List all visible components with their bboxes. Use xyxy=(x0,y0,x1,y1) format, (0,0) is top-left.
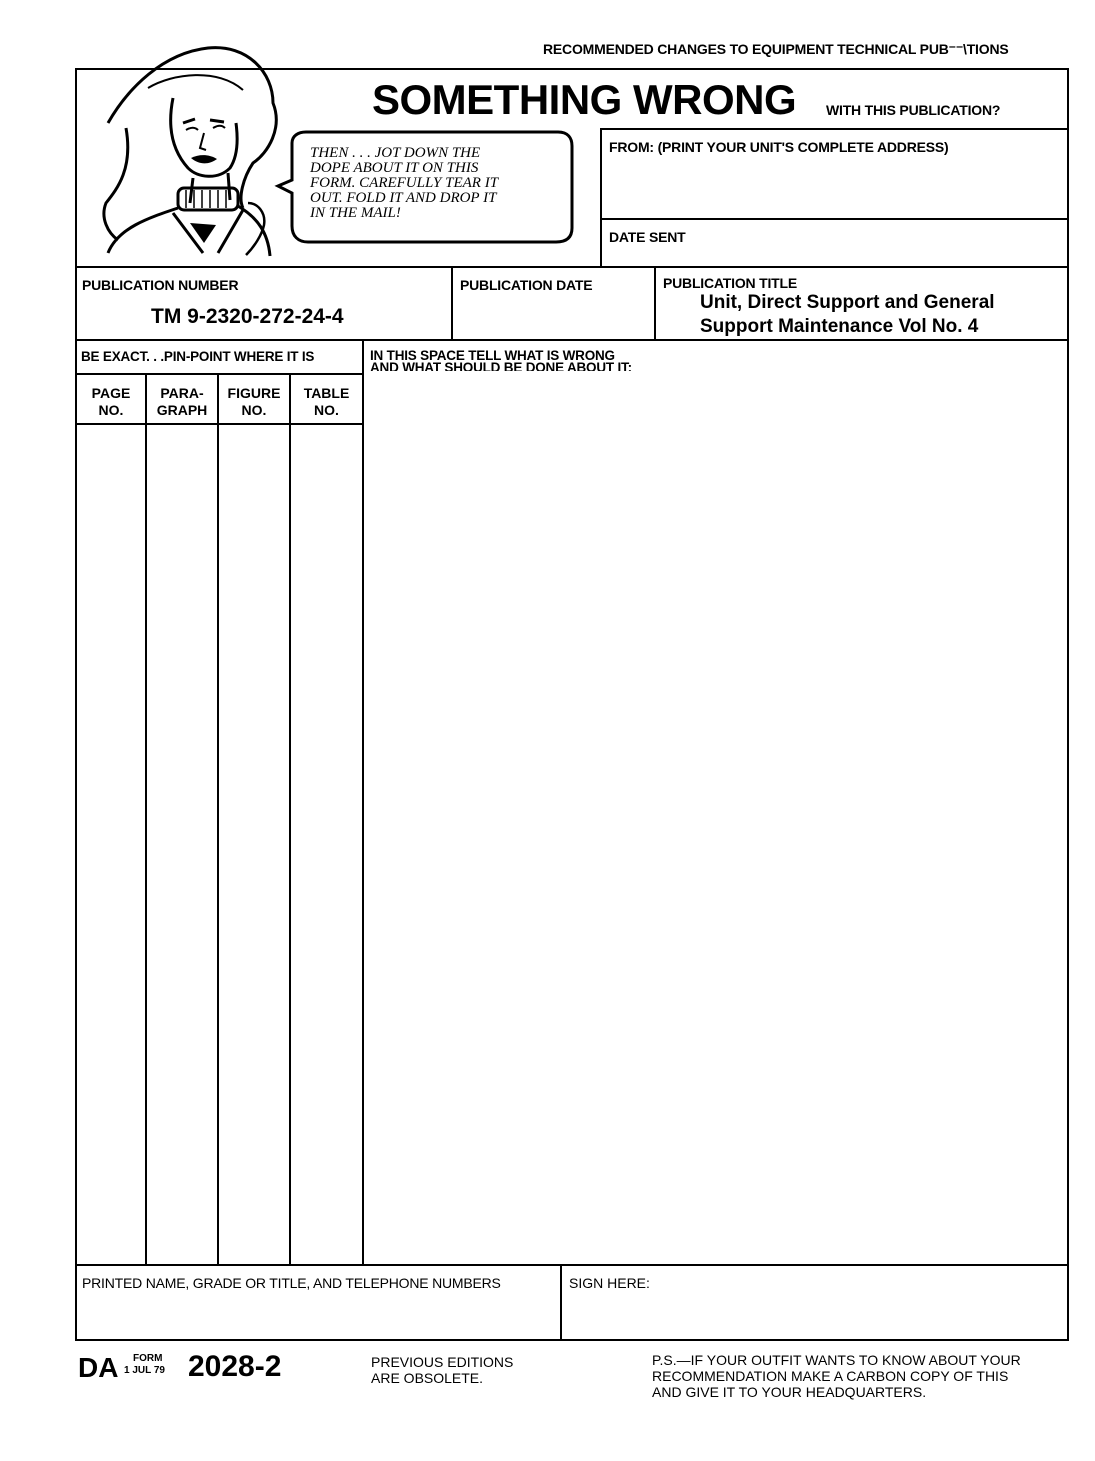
form-date: 1 JUL 79 xyxy=(124,1365,165,1376)
remarks-label-line1: IN THIS SPACE TELL WHAT IS WRONG xyxy=(370,348,615,363)
column-heading-line: NO. xyxy=(98,402,124,418)
column-divider-3 xyxy=(289,373,291,1265)
publication-divider-2 xyxy=(654,266,656,340)
from-top-rule xyxy=(600,128,1069,130)
paragraph-column-field[interactable] xyxy=(148,426,216,1262)
signature-field[interactable] xyxy=(660,1270,1064,1336)
location-label: BE EXACT. . .PIN-POINT WHERE IT IS xyxy=(81,349,315,364)
bubble-line: DOPE ABOUT IT ON THIS xyxy=(310,160,479,176)
publication-top-rule xyxy=(75,266,1069,268)
column-heading-line: NO. xyxy=(241,402,267,418)
publication-title-line1: Unit, Direct Support and General xyxy=(700,292,995,313)
remarks-field[interactable] xyxy=(366,390,1064,1260)
column-heading-line: GRAPH xyxy=(156,402,208,418)
page-no-column-field[interactable] xyxy=(78,426,144,1262)
column-divider-2 xyxy=(217,373,219,1265)
location-remarks-divider xyxy=(362,339,364,1265)
column-heading-page xyxy=(77,385,145,419)
page-title-suffix: WITH THIS PUBLICATION? xyxy=(826,102,1001,118)
bubble-line: IN THE MAIL! xyxy=(310,205,401,221)
printed-name-label: PRINTED NAME, GRADE OR TITLE, AND TELEPHONE NUMBERS xyxy=(82,1275,501,1291)
column-heading-line: PARA- xyxy=(160,385,204,401)
signature-divider xyxy=(560,1264,562,1340)
previous-editions-line: PREVIOUS EDITIONS xyxy=(371,1354,514,1370)
previous-editions-line: ARE OBSOLETE. xyxy=(371,1370,484,1386)
location-columns-rule xyxy=(75,423,363,425)
body-top-rule xyxy=(75,339,1069,341)
publication-title-label: PUBLICATION TITLE xyxy=(663,275,797,291)
bubble-line: OUT. FOLD IT AND DROP IT xyxy=(310,190,497,206)
remarks-label-line2: AND WHAT SHOULD BE DONE ABOUT IT: xyxy=(370,360,632,371)
column-heading-figure xyxy=(219,385,289,419)
column-heading-table xyxy=(291,385,362,419)
column-heading-paragraph xyxy=(147,385,217,419)
form-word: FORM xyxy=(133,1353,163,1364)
date-sent-rule xyxy=(600,218,1069,220)
bubble-line: FORM. CAREFULLY TEAR IT xyxy=(310,175,499,191)
ps-line: P.S.—IF YOUR OUTFIT WANTS TO KNOW ABOUT YOUR xyxy=(652,1352,1021,1368)
column-heading-line: NO. xyxy=(314,402,339,418)
ps-line: RECOMMENDATION MAKE A CARBON COPY OF THIS xyxy=(652,1368,1009,1384)
column-heading-line: TABLE xyxy=(303,385,350,401)
publication-number-label: PUBLICATION NUMBER xyxy=(82,277,239,293)
publication-divider-1 xyxy=(451,266,453,340)
date-sent-field[interactable] xyxy=(700,222,1064,264)
location-subhead-rule xyxy=(75,373,363,375)
publication-title-line2: Support Maintenance Vol No. 4 xyxy=(700,316,979,337)
printed-name-field[interactable] xyxy=(80,1296,556,1336)
form-prefix: DA xyxy=(78,1352,119,1383)
publication-date-label: PUBLICATION DATE xyxy=(460,277,593,293)
column-divider-1 xyxy=(145,373,147,1265)
date-sent-label: DATE SENT xyxy=(609,229,686,245)
figure-no-column-field[interactable] xyxy=(220,426,288,1262)
table-no-column-field[interactable] xyxy=(292,426,361,1262)
from-label: FROM: (PRINT YOUR UNIT'S COMPLETE ADDRESS) xyxy=(609,139,949,155)
publication-date-field[interactable] xyxy=(456,296,650,336)
column-heading-line: FIGURE xyxy=(227,385,281,401)
sign-here-label: SIGN HERE: xyxy=(569,1275,650,1291)
from-left-rule xyxy=(600,128,602,267)
top-title: RECOMMENDED CHANGES TO EQUIPMENT TECHNICAL PUB⁻⁻\TIONS xyxy=(543,41,1009,57)
previous-editions-note xyxy=(371,1354,513,1386)
speech-bubble-text xyxy=(310,146,498,221)
from-field[interactable] xyxy=(604,160,1064,216)
ps-note xyxy=(652,1352,1021,1400)
column-heading-line: PAGE xyxy=(91,385,131,401)
signature-top-rule xyxy=(75,1264,1069,1266)
publication-number-value: TM 9-2320-272-24-4 xyxy=(151,305,344,328)
page-title: SOMETHING WRONG xyxy=(372,76,797,123)
ps-line: AND GIVE IT TO YOUR HEADQUARTERS. xyxy=(652,1384,927,1400)
bubble-line: THEN . . . JOT DOWN THE xyxy=(310,145,481,161)
form-number: 2028-2 xyxy=(188,1350,282,1383)
